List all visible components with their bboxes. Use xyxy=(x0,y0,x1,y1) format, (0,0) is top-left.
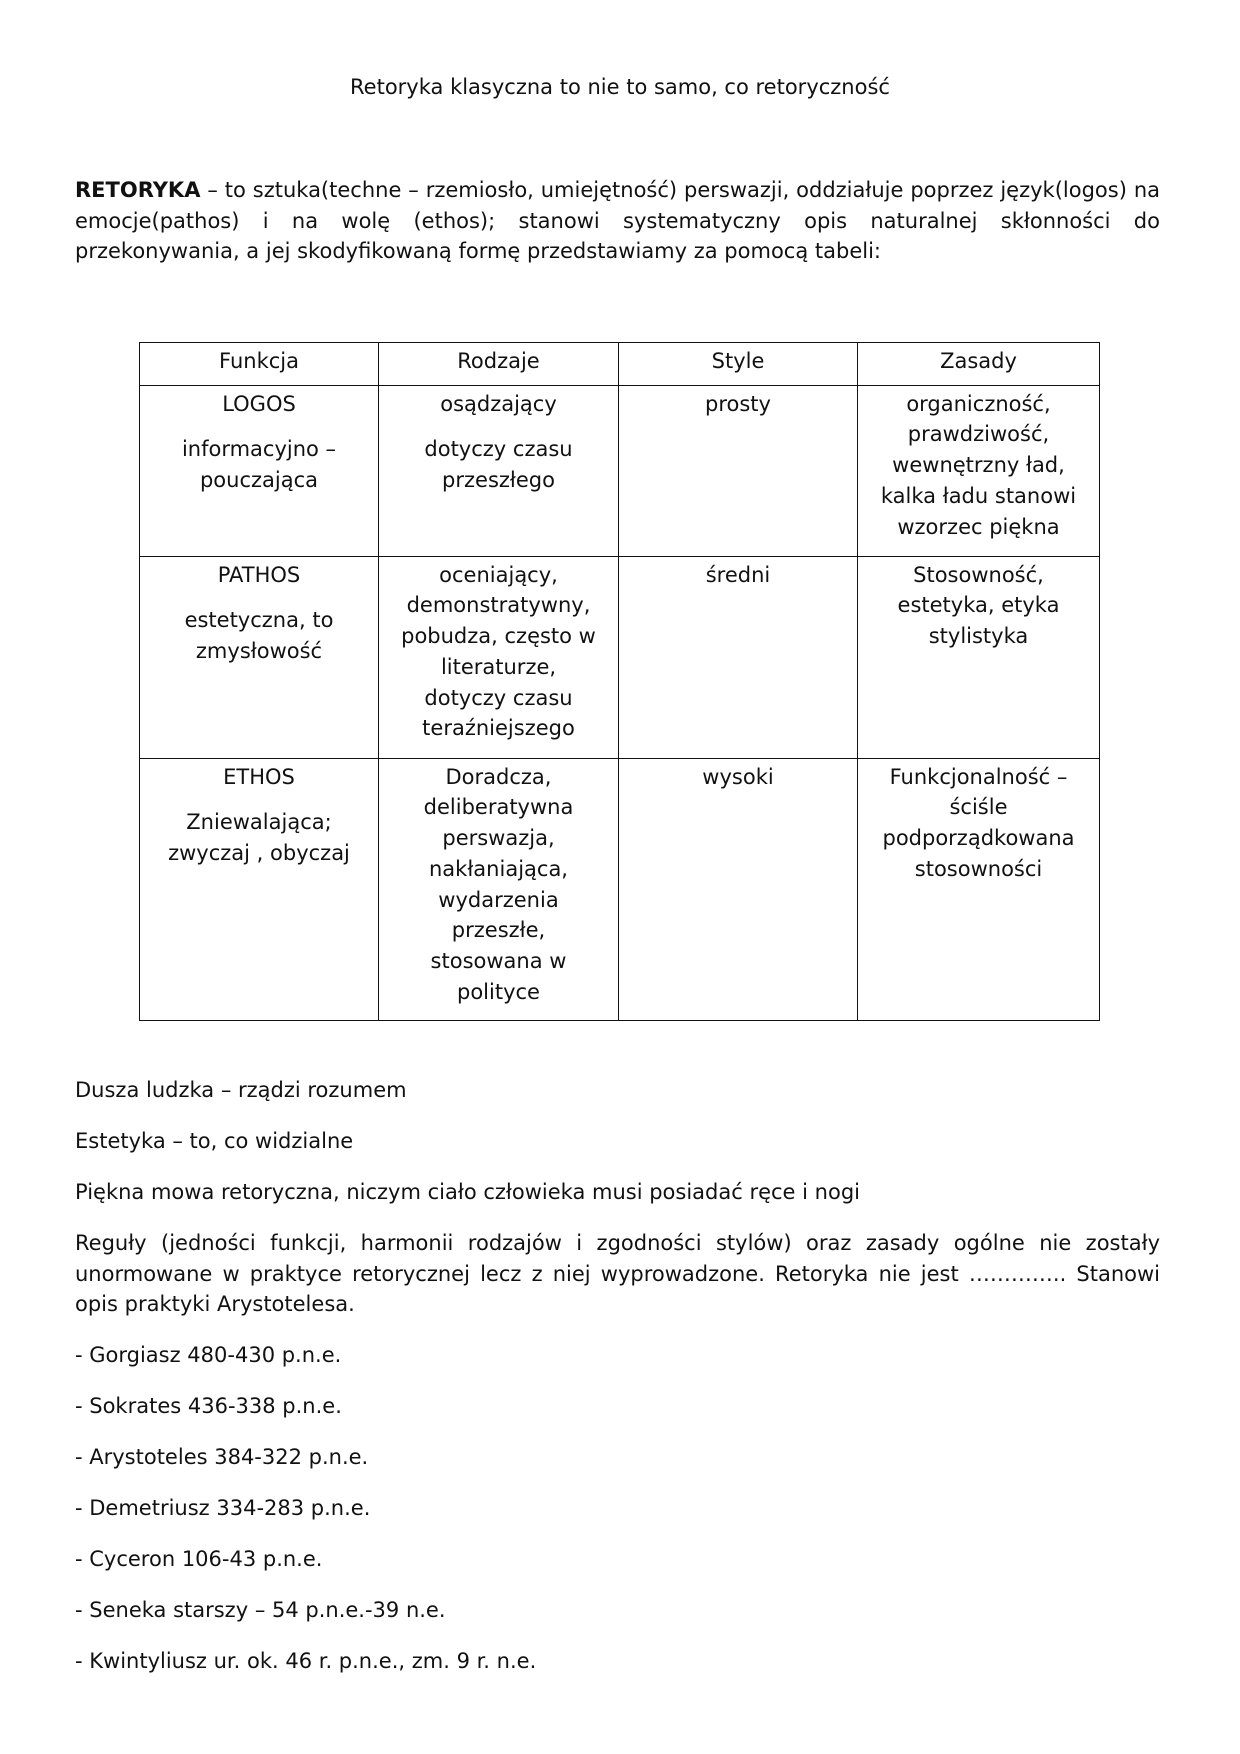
table-cell xyxy=(858,385,1100,556)
cell-line: pouczająca xyxy=(199,468,319,493)
table-body xyxy=(140,385,1100,1020)
cell-line: estetyka, etyka xyxy=(897,593,1060,618)
table-cell xyxy=(379,385,619,556)
intro-text: – to sztuka(techne – rzemiosło, umiejętność) perswazji, oddziałuje poprzez język(logos) na emocje(pathos) i na wolę (ethos); stanowi systematyczny opis naturalnej skłonności do przekonywania, a jej skodyfikowaną formę przedstawiamy za pomocą tabeli: xyxy=(75,178,1160,263)
cell-paragraph xyxy=(385,560,612,744)
cell-line: stylistyka xyxy=(928,624,1029,649)
cell-paragraph xyxy=(146,605,372,666)
cell-line: dotyczy czasu xyxy=(424,685,573,710)
header-rodzaje: Rodzaje xyxy=(379,343,619,386)
cell-line: informacyjno – xyxy=(181,437,337,462)
table-cell xyxy=(379,758,619,1020)
cell-line: ściśle xyxy=(949,795,1008,820)
table-cell xyxy=(858,556,1100,758)
cell-line: osądzający xyxy=(440,391,557,416)
cell-line: PATHOS xyxy=(217,562,301,587)
cell-line: teraźniejszego xyxy=(422,716,575,741)
cell-paragraph xyxy=(146,762,372,793)
cell-line: średni xyxy=(705,562,771,587)
cell-paragraph xyxy=(385,762,612,1008)
cell-line: Doradcza, xyxy=(445,764,552,789)
cell-line: wydarzenia xyxy=(438,887,559,912)
cell-line: perswazja, xyxy=(442,826,555,851)
cell-line: prawdziwość, xyxy=(907,422,1050,447)
cell-line: nakłaniająca, xyxy=(429,856,568,881)
rhetorician-list-item: - Kwintyliusz ur. ok. 46 r. p.n.e., zm. 9 r. n.e. xyxy=(75,1649,537,1673)
cell-line: podporządkowana xyxy=(882,826,1075,851)
cell-line: dotyczy czasu xyxy=(424,437,573,462)
cell-paragraph xyxy=(864,560,1093,652)
cell-line: wysoki xyxy=(702,764,774,789)
cell-paragraph xyxy=(864,762,1093,885)
intro-paragraph xyxy=(75,175,1160,267)
cell-line: stosowności xyxy=(914,856,1043,881)
header-zasady: Zasady xyxy=(858,343,1100,386)
cell-paragraph xyxy=(625,560,851,591)
cell-line: Funkcjonalność – xyxy=(889,764,1068,789)
note-paragraph: Estetyka – to, co widzialne xyxy=(75,1129,354,1153)
cell-paragraph xyxy=(146,807,372,868)
cell-paragraph xyxy=(146,434,372,495)
header-funkcja: Funkcja xyxy=(140,343,379,386)
cell-line: pobudza, często w xyxy=(401,624,596,649)
table-cell xyxy=(619,758,858,1020)
cell-line: kalka ładu stanowi xyxy=(880,483,1077,508)
cell-line: ETHOS xyxy=(223,764,295,789)
table-row xyxy=(140,758,1100,1020)
rhetoric-table xyxy=(139,342,1100,1021)
table-cell xyxy=(619,385,858,556)
intro-term: RETORYKA xyxy=(75,178,201,202)
notes-section xyxy=(75,1075,1160,1697)
cell-line: prosty xyxy=(705,391,771,416)
rhetorician-list-item: - Sokrates 436-338 p.n.e. xyxy=(75,1394,342,1418)
table-header-row xyxy=(140,343,1100,386)
cell-line: Stosowność, xyxy=(913,562,1044,587)
table-cell xyxy=(140,758,379,1020)
rhetorician-list-item: - Seneka starszy – 54 p.n.e.-39 n.e. xyxy=(75,1598,446,1622)
table-row xyxy=(140,556,1100,758)
cell-line: wzorzec piękna xyxy=(897,514,1060,539)
cell-line: estetyczna, to xyxy=(184,608,334,633)
cell-line: wewnętrzny ład, xyxy=(892,453,1065,478)
table-cell xyxy=(140,385,379,556)
cell-line: LOGOS xyxy=(222,391,296,416)
note-paragraph: Dusza ludzka – rządzi rozumem xyxy=(75,1078,407,1102)
note-paragraph: Piękna mowa retoryczna, niczym ciało człowieka musi posiadać ręce i nogi xyxy=(75,1180,860,1204)
cell-line: organiczność, xyxy=(906,391,1051,416)
rhetorician-list-item: - Gorgiasz 480-430 p.n.e. xyxy=(75,1343,342,1367)
table-cell xyxy=(858,758,1100,1020)
cell-line: zwyczaj , obyczaj xyxy=(168,841,350,866)
cell-line: deliberatywna xyxy=(423,795,574,820)
cell-paragraph xyxy=(146,389,372,420)
cell-line: przeszłe, xyxy=(451,918,546,943)
cell-paragraph xyxy=(385,434,612,495)
table-cell xyxy=(379,556,619,758)
cell-paragraph xyxy=(625,389,851,420)
cell-line: literaturze, xyxy=(440,654,557,679)
table-row xyxy=(140,385,1100,556)
rhetorician-list-item: - Demetriusz 334-283 p.n.e. xyxy=(75,1496,371,1520)
cell-paragraph xyxy=(864,389,1093,543)
cell-line: przeszłego xyxy=(442,468,555,493)
cell-line: oceniający, xyxy=(439,562,558,587)
cell-line: stosowana w xyxy=(430,948,567,973)
header-style: Style xyxy=(619,343,858,386)
cell-paragraph xyxy=(385,389,612,420)
cell-line: zmysłowość xyxy=(195,639,323,664)
table-cell xyxy=(619,556,858,758)
note-paragraph: Reguły (jedności funkcji, harmonii rodzajów i zgodności stylów) oraz zasady ogólne nie zostały unormowane w praktyce retorycznej lecz z niej wyprowadzone. Retoryka nie jest ………….. Stanowi opis praktyki Arystotelesa. xyxy=(75,1231,1160,1316)
table-cell xyxy=(140,556,379,758)
cell-paragraph xyxy=(146,560,372,591)
rhetorician-list-item: - Arystoteles 384-322 p.n.e. xyxy=(75,1445,369,1469)
cell-line: polityce xyxy=(457,979,540,1004)
cell-paragraph xyxy=(625,762,851,793)
cell-line: demonstratywny, xyxy=(406,593,591,618)
document-title: Retoryka klasyczna to nie to samo, co retoryczność xyxy=(350,75,890,99)
cell-line: Zniewalająca; xyxy=(186,810,332,835)
rhetorician-list-item: - Cyceron 106-43 p.n.e. xyxy=(75,1547,323,1571)
